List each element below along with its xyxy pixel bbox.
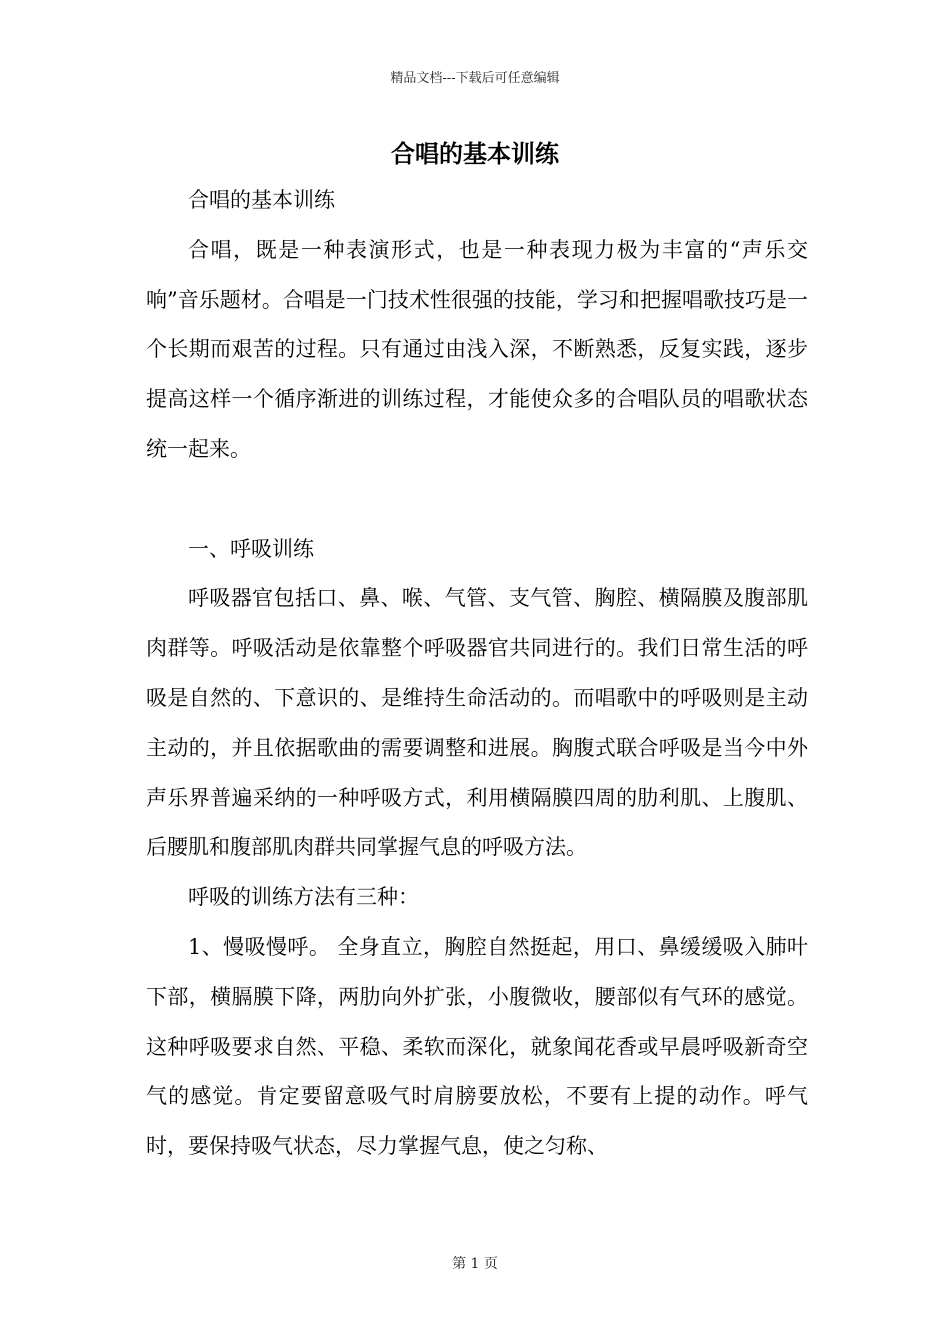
method-one-paragraph: 1、慢吸慢呼。 全身直立，胸腔自然挺起，用口、鼻缓缓吸入肺叶下部，横膈膜下降，两肋向外扩张，小腹微收，腰部似有气环的感觉。这种呼吸要求自然、平稳、柔软而深化，就象闻花香或早晨呼吸新奇空气的感觉。肯定要留意吸气时肩膀要放松，不要有上提的动作。呼气时，要保持吸气状态，尽力掌握气息，使之匀称、 (146, 934, 808, 1159)
subtitle-paragraph: 合唱的基本训练 (188, 188, 335, 212)
section-heading: 一、呼吸训练 (188, 536, 314, 561)
document-title: 合唱的基本训练 (391, 139, 559, 168)
intro-paragraph: 合唱，既是一种表演形式，也是一种表现力极为丰富的“声乐交响”音乐题材。合唱是一门技术性很强的技能，学习和把握唱歌技巧是一个长期而艰苦的过程。只有通过由浅入深，不断熟悉，反复实践，逐步提高这样一个循序渐进的训练过程，才能使众多的合唱队员的唱歌状态统一起来。 (146, 237, 808, 461)
methods-intro-paragraph: 呼吸的训练方法有三种： (188, 885, 419, 910)
breathing-paragraph: 呼吸器官包括口、鼻、喉、气管、支气管、胸腔、横隔膜及腹部肌肉群等。呼吸活动是依靠整个呼吸器官共同进行的。我们日常生活的呼吸是自然的、下意识的、是维持生命活动的。而唱歌中的呼吸则是主动主动的，并且依据歌曲的需要调整和进展。胸腹式联合呼吸是当今中外声乐界普遍采纳的一种呼吸方式，利用横隔膜四周的肋利肌、上腹肌、后腰肌和腹部肌肉群共同掌握气息的呼吸方法。 (146, 586, 808, 860)
document-body (146, 176, 808, 1172)
page-number: 第 1 页 (452, 1256, 498, 1272)
page-header: 精品文档---下载后可任意编辑 (390, 71, 560, 86)
